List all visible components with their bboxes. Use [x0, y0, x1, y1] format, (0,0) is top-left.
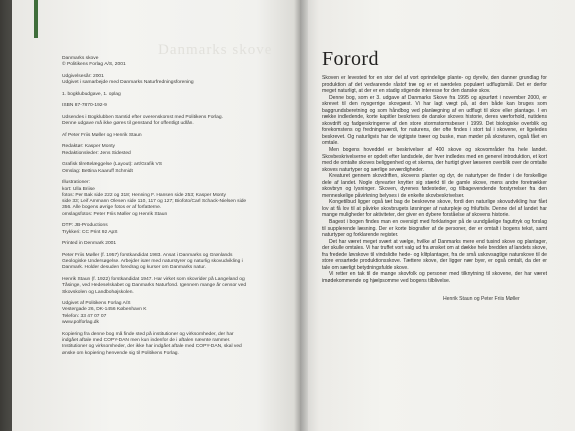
imprint-block: [62, 92, 290, 98]
foreword-paragraph: Skoven er levested for en stor del af vort oprindelige plante- og dyreliv, den danner grundlag for produktion af det vedvarende råstof træ og er et særdeles populært udflugtsmål. Det er derfor meget naturligt, at der er en stadig stigende interesse for den danske skov.: [322, 75, 547, 95]
imprint-block: [62, 332, 290, 357]
foreword-paragraph: Vi retter en tak til de mange skovfolk og personer med tilknytning til skovene, der har været imødekommende og hjælpsomme ved bogens tilblivelse.: [322, 271, 547, 284]
imprint-block: [62, 115, 290, 128]
show-through-text: Danmarks skove: [158, 42, 273, 58]
imprint-line: Danmark. Holder desuden foredrag og kurser om Danmarks natur.: [62, 265, 206, 271]
imprint-line: Udgivet i samarbejde med Danmarks Naturfredningsforening: [62, 80, 194, 86]
cover-spine-strip: [34, 0, 38, 38]
imprint-block: [62, 277, 290, 296]
imprint-block: [62, 56, 290, 69]
imprint-line: Tåsinge, ved Hedeselskabet og Danmarks Naturfond. Igennem mange år censor ved: [62, 283, 247, 289]
imprint-block: [62, 133, 290, 139]
foreword-paragraph: Bagest i bogen findes man en oversigt med forklaringer på de uundgåelige faguttryk og forslag til supplerende læsning. Der er korte biografier af de personer, der er omtalt i bogens tekst, samt naturtyper og forklarende register.: [322, 219, 547, 239]
imprint-line: Danmarks skove: [62, 56, 99, 61]
imprint-line: DTP: JB-Productions: [62, 223, 108, 229]
imprint-line: Redaktionsleder: Jens Sidested: [62, 150, 131, 156]
imprint-line: Skovskolen og Landbohøjskolen.: [62, 289, 134, 295]
imprint-block: [62, 223, 290, 236]
imprint-colophon: [62, 56, 290, 362]
imprint-line: Denne udgave må ikke gøres til genstand for offentligt udlån.: [62, 121, 194, 127]
imprint-line: omslagsfotos: Peter Friis Møller og Henrik Staun: [62, 211, 168, 217]
imprint-line: fotos: Per Bak side 222 og 318; Henning F. Hansen side 253; Kasper Monty: [62, 192, 226, 198]
foreword-paragraph: Kongetilbud ligger også tæt bag de beskrevne skove, fordi den naturlige skovudvikling har fået lov at få lov til at påvirke skovbrugets løsninger af naturpleje og friluftsliv. Denne del af landet har mange muligheder for aktiviteter, der giver en dybere forståelse af skovens historie.: [322, 199, 547, 219]
imprint-line: Institutioner og virksomheder, der ikke har indgået aftale med COPY-DAN, skal ved: [62, 344, 242, 350]
imprint-line: kort: Ulla Briise: [62, 186, 95, 192]
imprint-line: © Politikens Forlag A/S, 2001: [62, 62, 126, 68]
foreword-paragraph: Denne bog, som er 3. udgave af Danmarks Skove fra 1995 og ajourført i november 2000, er skrevet til den nysgerrige skovgæst. Vi har lagt vægt på, at den både kan bruges som baggrundsberetning og som håndbog ved planlægning af en udflugt til skov eller plantage. I en række indledende, korte kapitler beskrives de danske skoves historie, deres værforhold, nutidens skovdrift og fadgerskringerne af den store stormstormsbeser i 1999. Det biologiske overblik og forekomstens og fredningsværdi, for naturens, der ofte findes i stort tal i skovene, er ligeledes beskrevet. Og naturligvis har de vigtigste træer og buske, man møder på skovturen, også fået en omtale.: [322, 94, 547, 147]
imprint-line: Peter Friis Møller (f. 1957) forstkandidat 1983. Ansat i Danmarks og Grønlands: [62, 252, 233, 258]
foreword-signature: Henrik Staun og Peter Friis Møller: [443, 296, 520, 302]
imprint-block: [62, 144, 290, 157]
imprint-line: Illustrationer:: [62, 180, 90, 186]
imprint-line: Henrik Staun (f. 1922) forstkandidat 1947. Har virket som skovrider på Langeland og: [62, 276, 245, 282]
imprint-line: www.polforlag.dk: [62, 320, 99, 326]
imprint-line: Vestergade 26, DK-1456 København K: [62, 307, 147, 313]
imprint-line: Udgivelsesår: 2001: [62, 73, 104, 79]
page-title: Forord: [322, 48, 379, 70]
imprint-line: Redaktør: Kasper Monty: [62, 144, 116, 150]
imprint-line: indgået aftale med COPY-DAN men kun indenfor de i aftalen nævnte rammer.: [62, 337, 231, 343]
imprint-line: Udsendes i Bogklubben Samtid efter overenskomst med Politikens Forlag.: [62, 114, 223, 120]
imprint-line: side 33; Leif Ammann Olesen side 110, 117 og 127; Biofoto/Carl Schack-Nielsen side: [62, 199, 247, 205]
imprint-line: Grafisk tilrettelæggelse (Layout): art/Grafik VS: [62, 162, 163, 168]
imprint-block: [62, 74, 290, 87]
imprint-line: ønske om kopiering henvende sig til Politikens Forlag.: [62, 350, 179, 356]
foreword-paragraph: Kreaturet gennem skovdriften, skovens planter og dyr, de naturtyper de finder i de forskellige dele af landet. Nogle dyrearter knytter sig stærkt til de gamle skove, mens andre foretrækker skovbryn og lysninger. Skoven, dyrenes fødesteder, og tilbagevendende forstyrrelser fra den menneskelige påvirkning belyses i de enkelte skovbeskrivelser.: [322, 173, 547, 199]
imprint-line: Udgivet af Politikens Forlag A/S: [62, 301, 131, 307]
foreword-paragraph: Det har været meget svært at vælge, hvilke af Danmarks mere end tusind skove og plantager, der skulle omtales. Vi har truffet vort valg ud fra ønsket om at dække hele bredden af landets skove, fra fredede løvskove til vindslidte hede- og klitplantager, fra de små uskovsagtige naturskove til de store ensartede produktionsskove. Tættere skove, der ligger nær byer, er også omtalt, da der er tale om særligt betydningsfulde skove.: [322, 238, 547, 271]
imprint-block: [62, 301, 290, 326]
foreword-paragraph: Men bogens hoveddel er beskrivelser af 400 skove og skovområder fra hele landet. Skovbeskrivelserne er opdelt efter landsdele, der hver indledes med en generel introduktion, et kort med de omtalte skoves beliggenhed og et skema, der hurtigt giver læseren overblik over de omtalte skoves naturtyper og særlige seværdigheder.: [322, 147, 547, 173]
book-gutter: [294, 0, 308, 431]
imprint-line: Geologiske Undersøgelse. Arbejder især med naturstyrer og naturlig skovudvikling i: [62, 259, 243, 265]
imprint-block: [62, 241, 290, 247]
imprint-line: Af Peter Friis Møller og Henrik Staun: [62, 132, 142, 138]
imprint-line: Trykkeri: CC Print 92 ApS: [62, 229, 118, 235]
imprint-line: Omslag: Bettina Kaaruff Schmidt: [62, 168, 133, 174]
imprint-block: [62, 253, 290, 272]
imprint-block: [62, 162, 290, 175]
imprint-line: Telefon: 33 47 07 07: [62, 313, 107, 319]
imprint-line: Kopiering fra denne bog må finde sted på institutioner og virksomheder, der har: [62, 331, 234, 337]
imprint-line: 356. Alle bogens øvrige fotos er af forfatterne.: [62, 205, 162, 211]
imprint-block: [62, 180, 290, 218]
foreword-text: [322, 75, 547, 285]
imprint-block: [62, 103, 290, 109]
imprint-line: ISBN 87-7870-192-9: [62, 103, 107, 109]
imprint-line: Printed in Denmark 2001: [62, 241, 117, 247]
imprint-line: 1. bogklubudgave, 1. oplag: [62, 91, 121, 97]
